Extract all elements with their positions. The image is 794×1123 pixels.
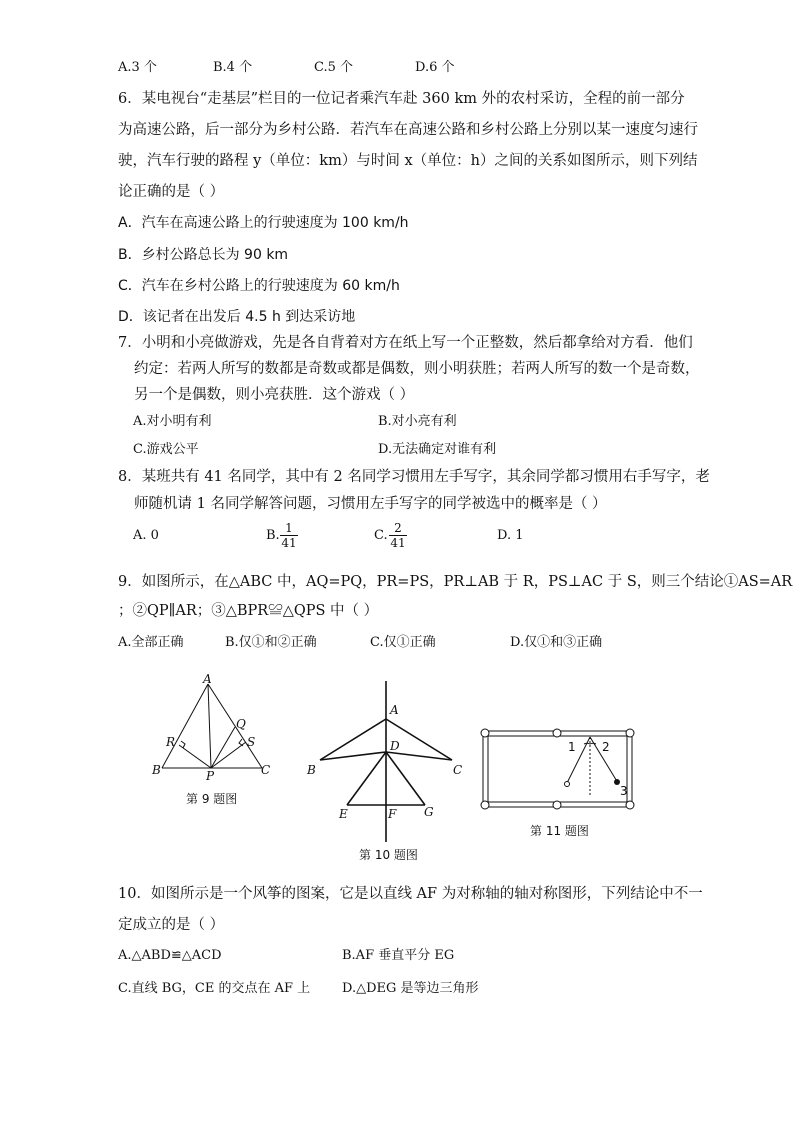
q6-option-c: C．汽车在乡村公路上的行驶速度为 60 km/h [118, 278, 400, 294]
q6-line-1: 6．某电视台“走基层”栏目的一位记者乘汽车赴 360 km 外的农村采访，全程的前一部分 [118, 91, 685, 107]
fig11-pocket-bottom-right [626, 801, 634, 809]
fig11-label-3: 3 [620, 784, 628, 798]
fig11-pocket-top-right [626, 729, 634, 737]
q8-option-a: A. 0 [133, 528, 159, 543]
fig11-caption: 第 11 题图 [530, 824, 589, 838]
fig10-label-g: G [424, 805, 434, 819]
q5-option-a: A.3 个 [118, 60, 157, 75]
fig10-caption: 第 10 题图 [359, 848, 418, 862]
q6-option-d: D．该记者在出发后 4.5 h 到达采访地 [118, 309, 356, 325]
fig10-label-f: F [388, 807, 397, 821]
q8-line-1: 8．某班共有 41 名同学，其中有 2 名同学习惯用左手写字，其余同学都习惯用右手写字，老 [118, 469, 710, 485]
q6-line-3: 驶，汽车行驶的路程 y（单位：km）与时间 x（单位：h）之间的关系如图所示，则下列结 [118, 153, 698, 169]
q10-option-d: D.△DEG 是等边三角形 [342, 981, 479, 996]
q7-line-2: 约定：若两人所写的数都是奇数或都是偶数，则小明获胜；若两人所写的数一个是奇数， [134, 361, 700, 377]
q9-option-c: C.仅①正确 [370, 635, 436, 650]
fig9-label-c: C [261, 763, 271, 777]
q9-option-d: D.仅①和③正确 [510, 635, 603, 650]
q10-option-c: C.直线 BG，CE 的交点在 AF 上 [118, 981, 311, 996]
fraction-numerator: 2 [389, 521, 407, 536]
q9-line-2: ；②QP∥AR；③△BPR≌△QPS 中（ ） [118, 603, 379, 619]
fig10-label-c: C [453, 763, 463, 777]
fig9-label-s: S [247, 735, 256, 749]
fig9-label-q: Q [236, 717, 246, 731]
q9-option-a: A.全部正确 [118, 635, 184, 650]
fig11-label-2: 2 [602, 740, 610, 754]
fig10-label-d: D [390, 739, 400, 753]
fig10-label-b: B [307, 763, 316, 777]
fraction-denominator: 41 [390, 536, 406, 550]
fig9-label-r: R [166, 735, 176, 749]
q10-option-b: B.AF 垂直平分 EG [342, 948, 455, 963]
fig9-caption: 第 9 题图 [186, 792, 238, 806]
q10-option-a: A.△ABD≌△ACD [118, 948, 222, 963]
q7-option-a: A.对小明有利 [133, 414, 212, 429]
q9-line-1: 9．如图所示，在△ABC 中，AQ=PQ，PR=PS，PR⊥AB 于 R，PS⊥AC 于 S，则三个结论①AS=AR [118, 574, 793, 590]
q10-line-2: 定成立的是（ ） [118, 917, 225, 933]
fig9-label-a: A [203, 672, 212, 686]
q7-option-d: D.无法确定对谁有利 [378, 442, 497, 457]
fig10-label-e: E [339, 807, 348, 821]
q7-line-3: 另一个是偶数，则小亮获胜．这个游戏（ ） [134, 387, 415, 403]
q6-line-2: 为高速公路，后一部分为乡村公路．若汽车在高速公路和乡村公路上分别以某一速度匀速行 [118, 122, 698, 138]
q8-option-c-prefix: C. [374, 528, 388, 543]
q7-option-c: C.游戏公平 [133, 442, 199, 457]
q10-line-1: 10．如图所示是一个风筝的图案，它是以直线 AF 为对称轴的轴对称图形，下列结论中不一 [118, 886, 703, 902]
q5-option-b: B.4 个 [213, 60, 253, 75]
fig11-pocket-bottom-middle [553, 801, 561, 809]
fig11-pocket-bottom-left [481, 801, 489, 809]
fraction-numerator: 1 [280, 521, 298, 536]
q9-option-b: B.仅①和②正确 [225, 635, 317, 650]
fraction-denominator: 41 [281, 536, 297, 550]
q8-option-d: D. 1 [497, 528, 524, 543]
q6-option-a: A．汽车在高速公路上的行驶速度为 100 km/h [118, 215, 409, 231]
q6-line-4: 论正确的是（ ） [118, 184, 225, 200]
fig11-pocket-top-left [481, 729, 489, 737]
fig9-label-b: B [152, 763, 161, 777]
fig11-pocket-top-middle [553, 729, 561, 737]
q7-option-b: B.对小亮有利 [378, 414, 457, 429]
fig9-label-p: P [206, 769, 215, 783]
q5-option-c: C.5 个 [314, 60, 354, 75]
q8-option-b-prefix: B. [266, 528, 280, 543]
fig10-label-a: A [390, 703, 399, 717]
fig11-ball-start [565, 782, 570, 787]
q8-line-2: 师随机请 1 名同学解答问题，习惯用左手写字的同学被选中的概率是（ ） [134, 496, 607, 512]
q5-option-d: D.6 个 [415, 60, 455, 75]
q7-line-1: 7．小明和小亮做游戏，先是各自背着对方在纸上写一个正整数，然后都拿给对方看．他们 [118, 335, 693, 351]
q6-option-b: B．乡村公路总长为 90 km [118, 247, 289, 263]
fig11-label-1: 1 [568, 740, 576, 754]
